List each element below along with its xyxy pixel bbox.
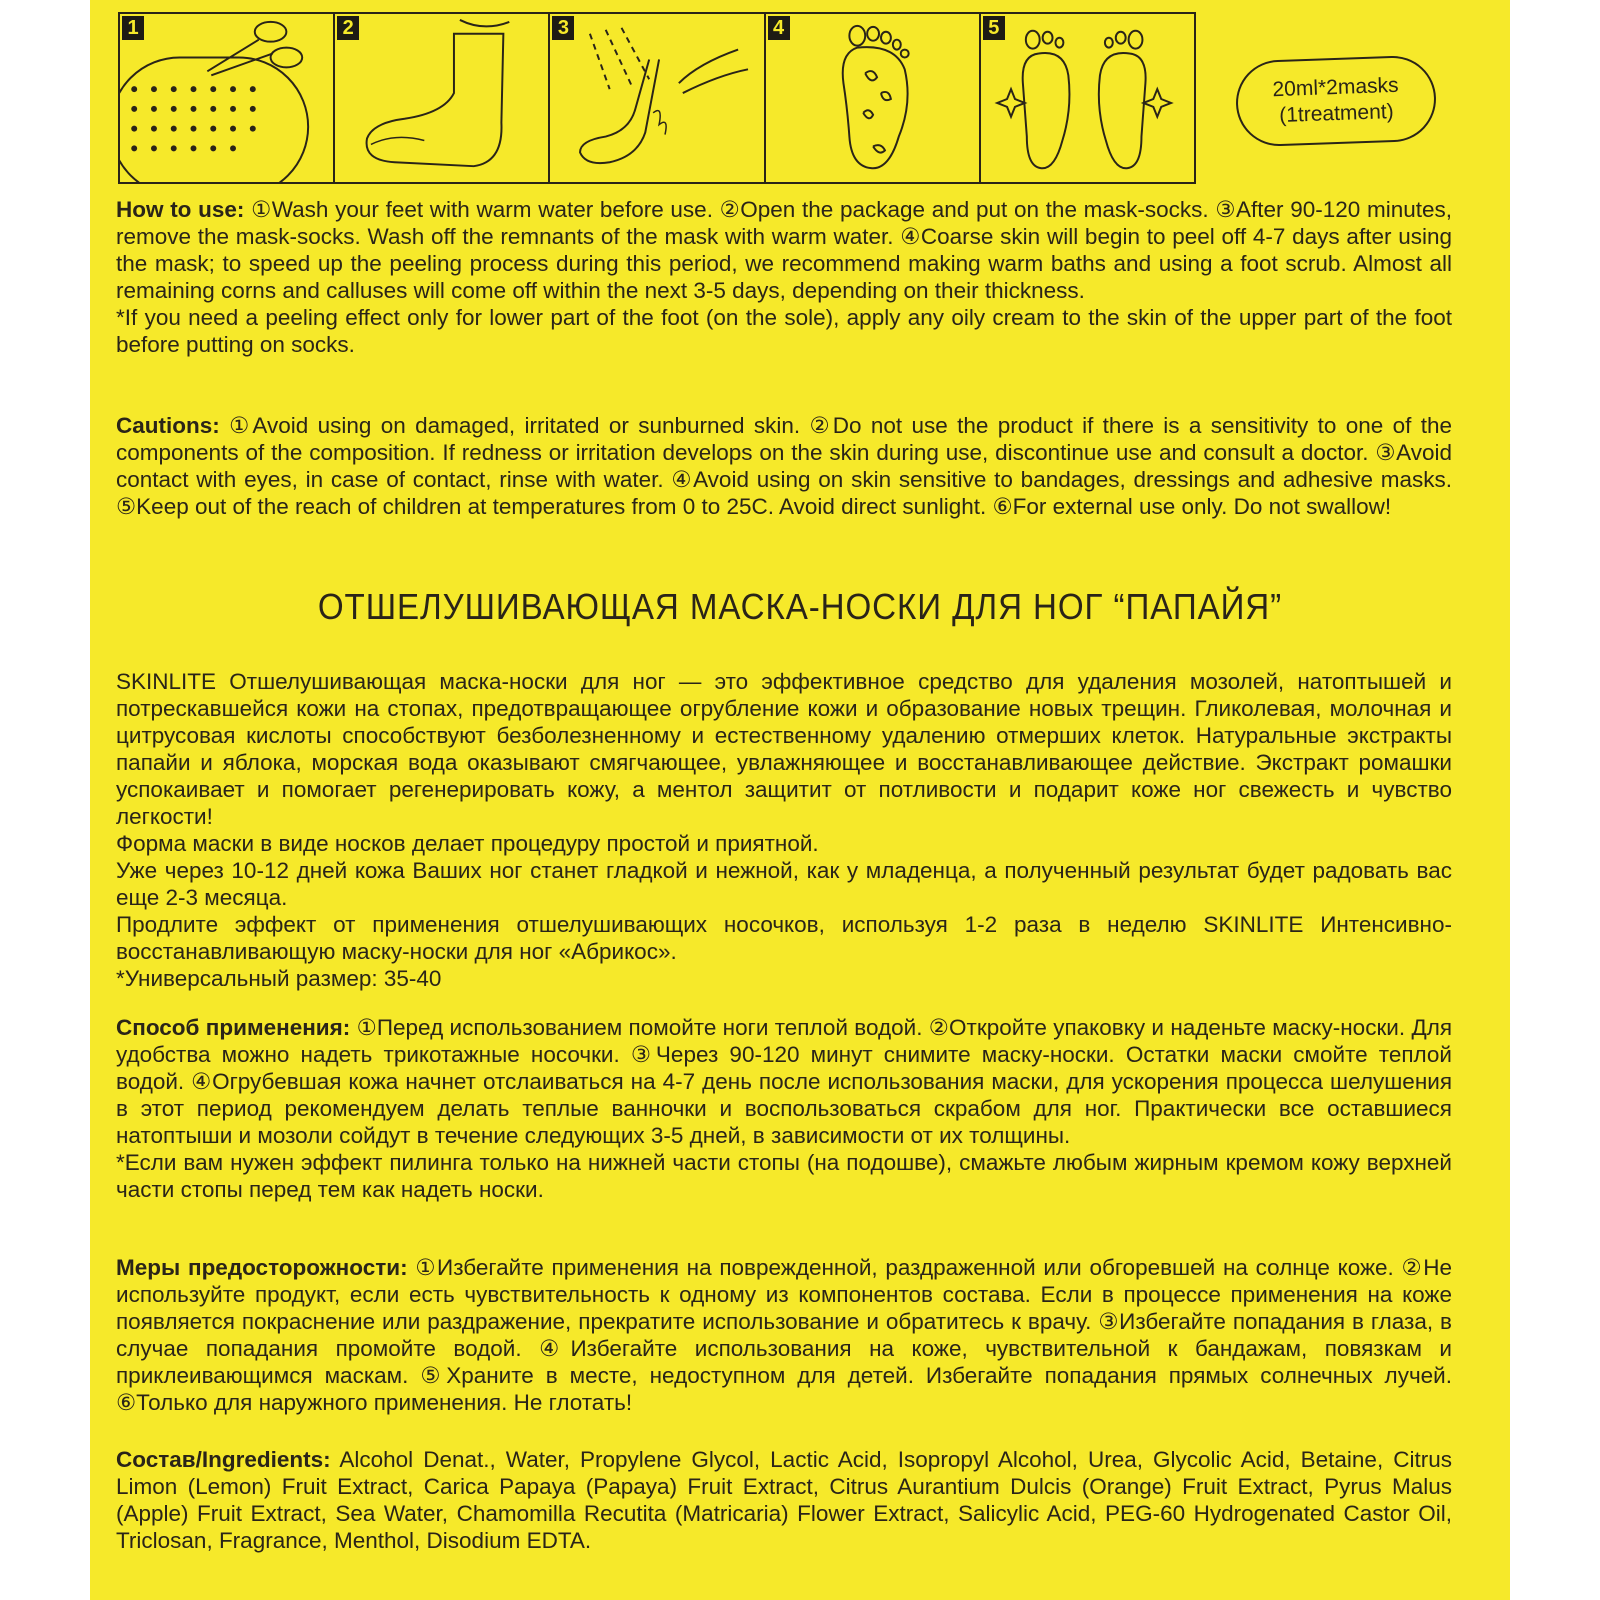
cautions-label: Cautions: (116, 413, 220, 438)
ru-cautions-label: Меры предосторожности: (116, 1255, 408, 1280)
ru-usage-note: *Если вам нужен эффект пилинга только на нижней части стопы (на подошве), смажьте любым жирным кремом кожу верхней части стопы перед тем как надеть носки. (116, 1150, 1452, 1202)
how-to-use-text: ①Wash your feet with warm water before use. ②Open the package and put on the mask-socks. ③After 90-120 minutes, remove the mask-socks. Wash off the remnants of the mask with warm water. ④Coarse skin will begin to peel off 4-7 days after using the mask; to speed up the peeling process during this period, we recommend making warm baths and using a foot scrub. Almost all remaining corns and calluses will come off within the next 3-5 days, depending on their thickness. (116, 197, 1452, 303)
ru-description-paragraph: SKINLITE Отшелушивающая маска-носки для ног — это эффективное средство для удаления мозолей, натоптышей и потрескавшейся кожи на стопах, предотвращающее огрубление кожи и образование новых трещин. Гликолевая, молочная и цитрусовая кислоты способствуют безболезненному и естественному удалению отмерших клеток. Натуральные экстракты папайи и яблока, морская вода оказывают смягчающее, увлажняющее и восстанавливающее действие. Экстракт ромашки успокаивает и помогает регенерировать кожу, а ментол защитит от потливости и подарит коже ног свежесть и чувство легкости! (116, 669, 1452, 829)
ru-description-paragraph: Уже через 10-12 дней кожа Ваших ног станет гладкой и нежной, как у младенца, а полученный результат будет радовать вас еще 2-3 месяца. (116, 858, 1452, 910)
ingredients-label: Состав/Ingredients: (116, 1447, 331, 1472)
product-title-ru: ОТШЕЛУШИВАЮЩАЯ МАСКА-НОСКИ ДЛЯ НОГ “ПАПАЙЯ” (317, 586, 1283, 627)
how-to-use-note: *If you need a peeling effect only for lower part of the foot (on the sole), apply any oily cream to the skin of the upper part of the foot before putting on socks. (116, 305, 1452, 357)
ingredients-text: Alcohol Denat., Water, Propylene Glycol, Lactic Acid, Isopropyl Alcohol, Urea, Glycolic Acid, Betaine, Citrus Limon (Lemon) Fruit Extract, Carica Papaya (Papaya) Fruit Extract, Citrus Aurantium Dulcis (Orange) Fruit Extract, Pyrus Malus (Apple) Fruit Extract, Sea Water, Chamomilla Recutita (Matricaria) Flower Extract, Salicylic Acid, PEG-60 Hydrogenated Castor Oil, Triclosan, Fragrance, Menthol, Disodium EDTA. (116, 1447, 1452, 1553)
step-number: 3 (552, 16, 574, 40)
volume-line-1: 20ml*2masks (1272, 73, 1399, 102)
step-5 (981, 14, 1194, 182)
step-4 (766, 14, 981, 182)
usage-steps-strip (118, 12, 1196, 184)
cautions-text: ①Avoid using on damaged, irritated or sunburned skin. ②Do not use the product if there is a sensitivity to one of the components of the composition. If redness or irritation develops on the skin during use, discontinue use and consult a doctor. ③Avoid contact with eyes, in case of contact, rinse with water. ④Avoid using on skin sensitive to bandages, dressings and adhesive masks. ⑤Keep out of the reach of children at temperatures from 0 to 25C. Avoid direct sunlight. ⑥For external use only. Do not swallow! (116, 413, 1452, 519)
ru-cautions-section (116, 1254, 1452, 1416)
ru-usage-section (116, 1014, 1452, 1203)
volume-badge (1235, 55, 1438, 148)
step-3 (550, 14, 765, 182)
scissors-cut-package-icon (120, 14, 333, 182)
step-number: 1 (122, 16, 144, 40)
package-back-panel (90, 0, 1510, 1600)
volume-line-2: (1treatment) (1278, 100, 1394, 127)
step-1 (120, 14, 335, 182)
step-2 (335, 14, 550, 182)
step-number: 4 (768, 16, 790, 40)
peeling-sole-icon (766, 14, 979, 182)
cautions-section (116, 412, 1452, 520)
ru-description-section (116, 668, 1452, 992)
step-number: 5 (983, 16, 1005, 40)
ru-usage-label: Способ применения: (116, 1015, 351, 1040)
ru-size-note: *Универсальный размер: 35-40 (116, 966, 442, 991)
step-number: 2 (337, 16, 359, 40)
how-to-use-section (116, 196, 1452, 358)
smooth-feet-icon (981, 14, 1194, 182)
how-to-use-label: How to use: (116, 197, 245, 222)
ru-description-paragraph: Продлите эффект от применения отшелушивающих носочков, используя 1-2 раза в неделю SKINLITE Интенсивно-восстанавливающую маску-носки для ног «Абрикос». (116, 912, 1452, 964)
foot-in-sock-icon (335, 14, 548, 182)
ru-cautions-text: ①Избегайте применения на поврежденной, раздраженной или обгоревшей на солнце коже. ②Не используйте продукт, если есть чувствительность к одному из компонентов состава. Если в процессе применения на коже появляется покраснение или раздражение, прекратите использование и обратитесь к врачу. ③Избегайте попадания в глаза, в случае попадания промойте водой. ④Избегайте использования на коже, чувствительной к бандажам, повязкам и приклеивающимся маскам. ⑤Храните в месте, недоступном для детей. Избегайте попадания прямых солнечных лучей. ⑥Только для наружного применения. Не глотать! (116, 1255, 1452, 1415)
ingredients-section (116, 1446, 1452, 1554)
ru-description-paragraph: Форма маски в виде носков делает процедуру простой и приятной. (116, 831, 819, 856)
ru-usage-text: ①Перед использованием помойте ноги теплой водой. ②Откройте упаковку и наденьте маску-носки. Для удобства можно надеть трикотажные носочки. ③Через 90-120 минут снимите маску-носки. Остатки маски смойте теплой водой. ④Огрубевшая кожа начнет отслаиваться на 4-7 день после использования маски, для ускорения процесса шелушения в этот период рекомендуем делать теплые ванночки и воспользоваться скрабом для ног. Практически все оставшиеся натоптыши и мозоли сойдут в течение следующих 3-5 дней, в зависимости от их толщины. (116, 1015, 1453, 1148)
rinse-foot-icon (550, 14, 763, 182)
